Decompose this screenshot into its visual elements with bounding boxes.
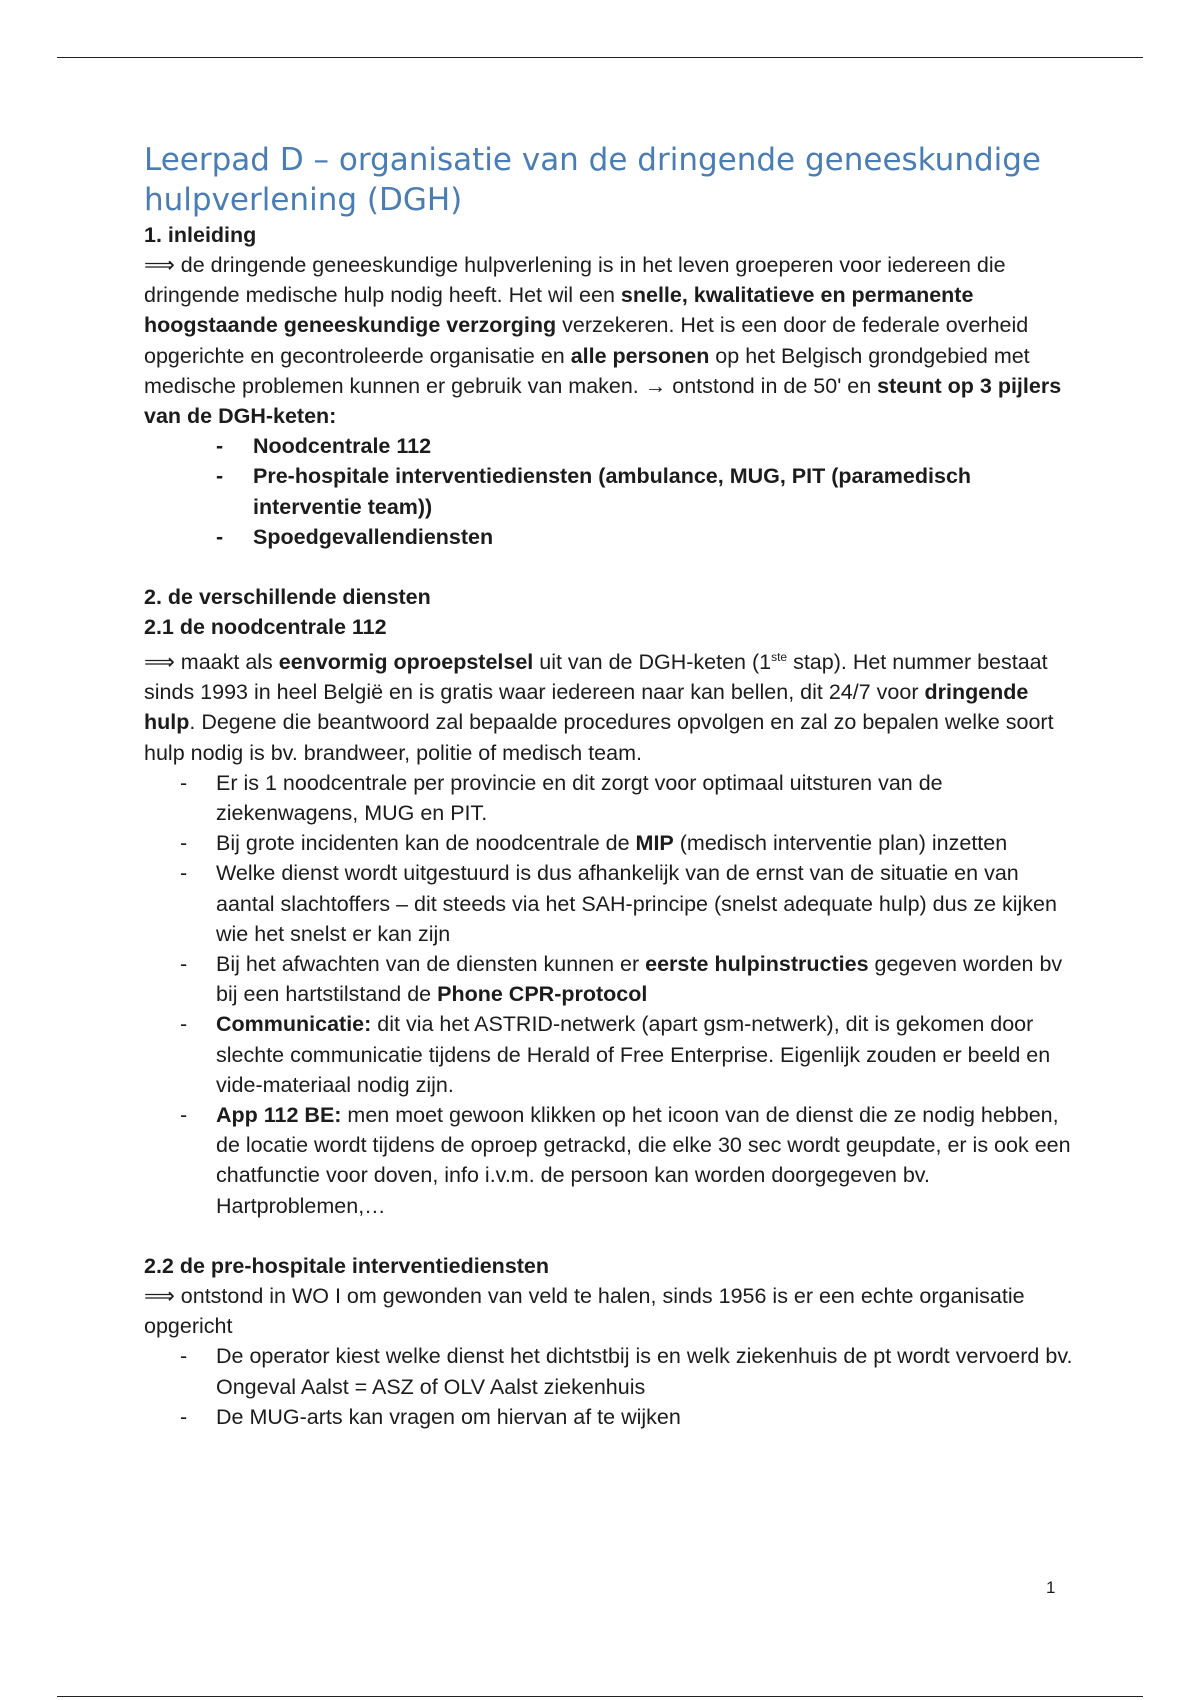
bold-text: Phone CPR-protocol (437, 982, 648, 1007)
text: verzekeren. Het is een door de federale overheid opgerichte en gecontroleerde organisatie en (144, 313, 1029, 368)
text: Bij het afwachten van de diensten kunnen er (216, 952, 646, 977)
list-item: - De MUG-arts kan vragen om hiervan af te wijken (144, 1402, 1074, 1432)
text: Welke dienst wordt uitgestuurd is dus afhankelijk van de ernst van de situatie en van aantal slachtoffers – dit steeds via het SAH-principe (snelst adequate hulp) dus ze kijken wie het snelst er kan zijn (216, 861, 1057, 946)
list-item (144, 828, 1074, 858)
section-heading-diensten: 2. de verschillende diensten (144, 585, 431, 610)
text: op het Belgisch grondgebied met medische problemen kunnen er gebruik van maken. → ontstond in de 50' en (144, 343, 1030, 398)
list-item: - Pre-hospitale interventiediensten (ambulance, MUG, PIT (paramedisch interventie team)) (144, 461, 1074, 521)
list-item (144, 949, 1074, 1009)
text: stap). Het nummer bestaat sinds 1993 in heel België en is gratis waar iedereen naar kan bellen, dit 24/7 voor (144, 650, 1048, 705)
text: uit van de DGH-keten (1 (533, 650, 772, 675)
list-item (144, 1100, 1074, 1221)
list-item (144, 768, 1074, 828)
bold-text: steunt op 3 pijlers van de DGH-keten: (144, 373, 1062, 429)
footer-rule (57, 1696, 1143, 1697)
page-number: 1 (1046, 1578, 1056, 1597)
pillar-list (144, 431, 1074, 552)
subsection-heading-prehospitale: 2.2 de pre-hospitale interventiediensten (144, 1253, 550, 1278)
document-title: Leerpad D – organisatie van de dringende geneeskundige hulpverlening (DGH) (144, 142, 1042, 218)
text: men moet gewoon klikken op het icoon van de dienst die ze nodig hebben, de locatie wordt tijdens de oproep getrackd, die elke 30 sec wordt geupdate, er is ook een chatfunctie voor doven, info i.v.m. de persoon kan worden doorgegeven bv. Hartproblemen,… (216, 1103, 1071, 1218)
text: (medisch interventie plan) inzetten (673, 831, 1008, 856)
prehospitale-list (144, 1341, 1074, 1432)
bold-text: MIP (635, 831, 674, 856)
bold-text: eerste hulpinstructies (645, 952, 869, 977)
text: . Degene die beantwoord zal bepaalde procedures opvolgen en zal zo bepalen welke soort hulp nodig is bv. brandweer, politie of medisch team. (144, 710, 1054, 765)
section-heading-inleiding: 1. inleiding (144, 223, 257, 247)
noodcentrale-list (144, 768, 1074, 1221)
document-body (144, 140, 1074, 1432)
list-item: - Noodcentrale 112 (144, 431, 1074, 461)
bold-text: alle personen (570, 343, 710, 368)
list-item: - Spoedgevallendiensten (144, 522, 1074, 552)
superscript: ste (771, 650, 788, 665)
text: Er is 1 noodcentrale per provincie en dit zorgt voor optimaal uitsturen van de ziekenwagens, MUG en PIT. (216, 770, 943, 826)
text: ⟹ de dringende geneeskundige hulpverlening is in het leven groeperen voor iedereen die dringende medische hulp nodig heeft. Het wil een (144, 253, 1006, 308)
bold-text: dringende hulp (144, 680, 1029, 735)
header-rule (57, 57, 1143, 58)
list-item: - De operator kiest welke dienst het dichtstbij is en welk ziekenhuis de pt wordt vervoerd bv. Ongeval Aalst = ASZ of OLV Aalst ziekenhuis (144, 1341, 1074, 1401)
paragraph-inleiding (144, 250, 1074, 431)
bold-text: snelle, kwalitatieve en permanente hoogstaande geneeskundige verzorging (144, 283, 974, 338)
paragraph-noodcentrale (144, 642, 1074, 768)
bold-text: App 112 BE: (216, 1103, 342, 1128)
bold-text: eenvormig oproepstelsel (278, 650, 534, 675)
subsection-heading-noodcentrale: 2.1 de noodcentrale 112 (144, 615, 387, 640)
list-item (144, 858, 1074, 949)
paragraph-prehospitale: ⟹ ontstond in WO I om gewonden van veld te halen, sinds 1956 is er een echte organisatie opgericht (144, 1283, 1025, 1339)
bold-text: Communicatie: (216, 1012, 372, 1037)
text: Bij grote incidenten kan de noodcentrale de (216, 831, 636, 856)
text: ⟹ maakt als (144, 650, 279, 675)
list-item (144, 1009, 1074, 1100)
text: dit via het ASTRID-netwerk (apart gsm-netwerk), dit is gekomen door slechte communicatie tijdens de Herald of Free Enterprise. Eigenlijk zouden er beeld en vide-materiaal nodig zijn. (216, 1012, 1051, 1097)
text: gegeven worden bv bij een hartstilstand de (216, 952, 1063, 1007)
